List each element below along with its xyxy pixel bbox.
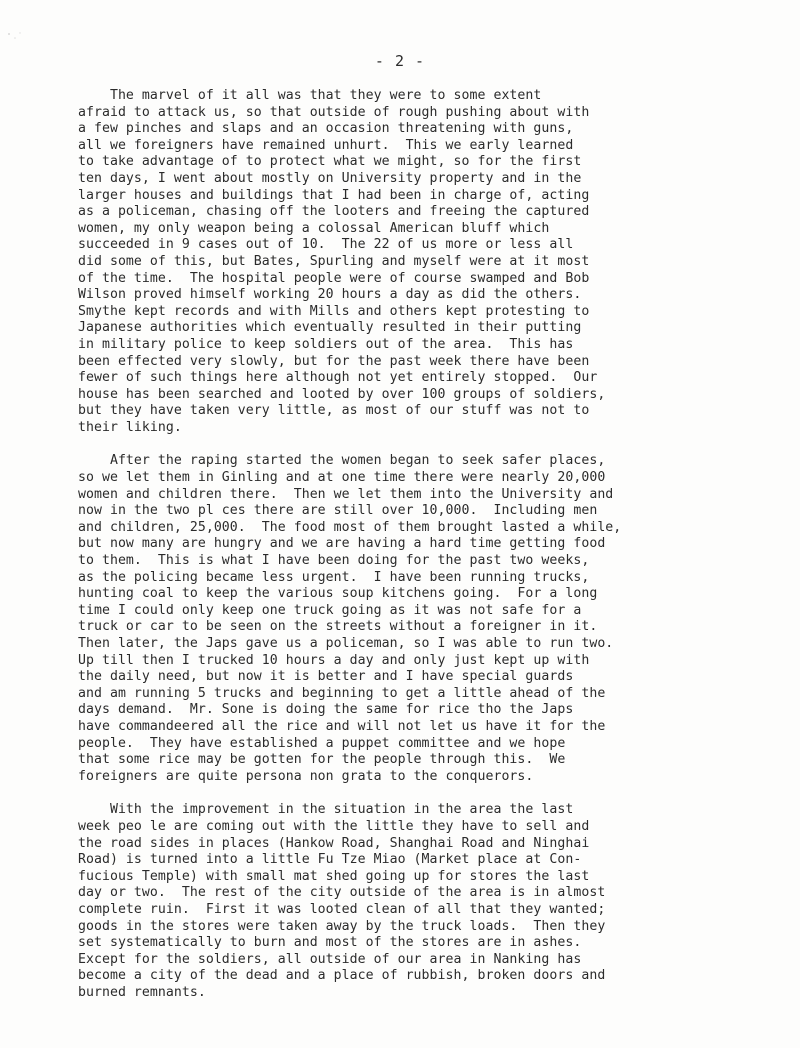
text-line: burned remnants. <box>78 984 206 1000</box>
paper-speck-mark <box>6 30 24 44</box>
text-line: fucious Temple) with small mat shed going up for stores the last <box>78 868 590 884</box>
text-line: set systematically to burn and most of the stores are in ashes. <box>78 935 582 951</box>
text-line: the daily need, but now it is better and I have special guards <box>78 669 574 685</box>
text-line: Then later, the Japs gave us a policeman, so I was able to run two. <box>78 636 614 651</box>
text-line: The marvel of it all was that they were to some extent <box>78 88 542 103</box>
text-line: ten days, I went about mostly on University property and in the <box>78 170 582 186</box>
paragraph <box>78 88 728 436</box>
text-line: become a city of the dead and a place of rubbish, broken doors and <box>78 968 606 984</box>
text-line: and children, 25,000. The food most of them brought lasted a while, <box>78 519 622 535</box>
paragraph <box>78 802 728 1001</box>
text-line: fewer of such things here although not yet entirely stopped. Our <box>78 370 598 386</box>
text-line: in military police to keep soldiers out of the area. This has <box>78 336 574 352</box>
text-line: so we let them in Ginling and at one time there were nearly 20,000 <box>78 470 606 486</box>
text-line: day or two. The rest of the city outside of the area is in almost <box>78 885 606 901</box>
text-line: and am running 5 trucks and beginning to get a little ahead of the <box>78 685 606 701</box>
text-line: succeeded in 9 cases out of 10. The 22 of us more or less all <box>78 237 574 253</box>
text-line: their liking. <box>78 419 182 435</box>
text-line: but they have taken very little, as most of our stuff was not to <box>78 403 590 419</box>
letter-body <box>78 88 728 1018</box>
text-line: house has been searched and looted by over 100 groups of soldiers, <box>78 386 606 402</box>
text-line: to them. This is what I have been doing for the past two weeks, <box>78 553 590 569</box>
text-line: afraid to attack us, so that outside of rough pushing about with <box>78 104 590 120</box>
text-line: been effected very slowly, but for the past week there have been <box>78 353 590 369</box>
text-line: have commandeered all the rice and will not let us have it for the <box>78 718 606 734</box>
text-line: days demand. Mr. Sone is doing the same for rice tho the Japs <box>78 702 574 718</box>
text-line: women, my only weapon being a colossal American bluff which <box>78 220 550 236</box>
text-line: goods in the stores were taken away by the truck loads. Then they <box>78 918 606 934</box>
text-line: a few pinches and slaps and an occasion threatening with guns, <box>78 121 574 137</box>
text-line: Up till then I trucked 10 hours a day and only just kept up with <box>78 652 590 668</box>
text-line: that some rice may be gotten for the people through this. We <box>78 752 566 768</box>
paragraph <box>78 453 728 785</box>
text-line: larger houses and buildings that I had been in charge of, acting <box>78 187 590 203</box>
page-number: - 2 - <box>374 52 426 70</box>
text-line: the road sides in places (Hankow Road, Shanghai Road and Ninghai <box>78 835 590 851</box>
text-line: Wilson proved himself working 20 hours a day as did the others. <box>78 287 582 303</box>
text-line: week peo le are coming out with the little they have to sell and <box>78 818 590 834</box>
text-line: all we foreigners have remained unhurt. This we early learned <box>78 137 574 153</box>
text-line: With the improvement in the situation in the area the last <box>78 802 574 818</box>
text-line: time I could only keep one truck going as it was not safe for a <box>78 602 582 618</box>
text-line: Japanese authorities which eventually resulted in their putting <box>78 320 582 336</box>
text-line: Except for the soldiers, all outside of our area in Nanking has <box>78 951 582 967</box>
text-line: to take advantage of to protect what we might, so for the first <box>78 154 582 170</box>
text-line: hunting coal to keep the various soup kitchens going. For a long <box>78 586 598 602</box>
text-line: complete ruin. First it was looted clean of all that they wanted; <box>78 901 606 917</box>
text-line: After the raping started the women began to seek safer places, <box>78 453 606 469</box>
text-line: now in the two pl ces there are still over 10,000. Including men <box>78 503 598 519</box>
text-line: Smythe kept records and with Mills and others kept protesting to <box>78 303 590 319</box>
text-line: as the policing became less urgent. I have been running trucks, <box>78 569 590 585</box>
text-line: women and children there. Then we let them into the University and <box>78 486 614 502</box>
text-line: Road) is turned into a little Fu Tze Miao (Market place at Con- <box>78 852 582 868</box>
text-line: people. They have established a puppet committee and we hope <box>78 735 566 751</box>
text-line: of the time. The hospital people were of course swamped and Bob <box>78 270 590 286</box>
text-line: foreigners are quite persona non grata to the conquerors. <box>78 768 534 784</box>
text-line: truck or car to be seen on the streets without a foreigner in it. <box>78 619 598 635</box>
text-line: but now many are hungry and we are having a hard time getting food <box>78 536 606 552</box>
text-line: did some of this, but Bates, Spurling and myself were at it most <box>78 253 590 269</box>
text-line: as a policeman, chasing off the looters and freeing the captured <box>78 204 590 220</box>
